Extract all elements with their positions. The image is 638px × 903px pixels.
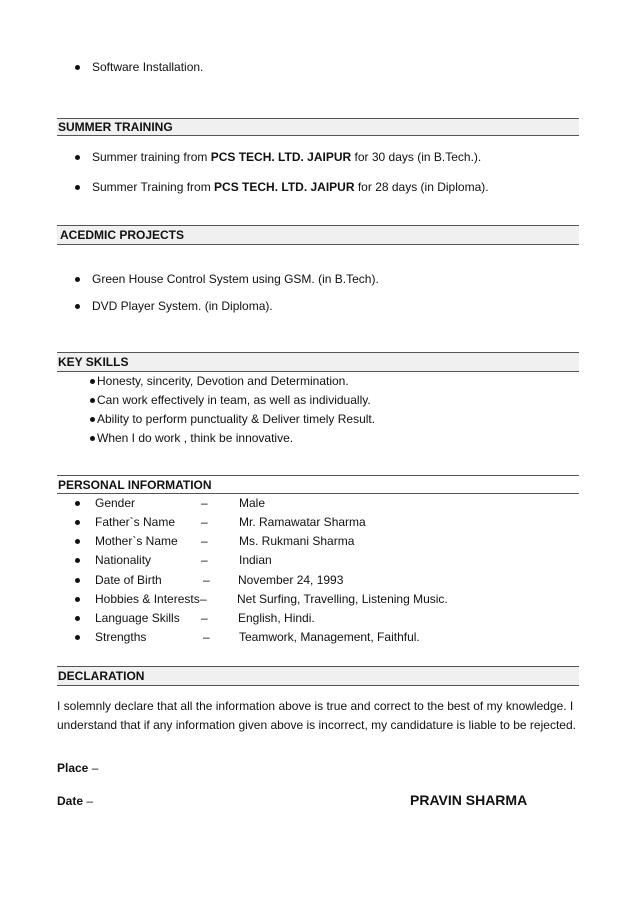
- signature-name: PRAVIN SHARMA: [410, 792, 528, 808]
- info-dash: –: [200, 592, 207, 606]
- section-heading-key-skills: KEY SKILLS: [57, 352, 579, 372]
- info-value: Mr. Ramawatar Sharma: [239, 515, 366, 529]
- list-item: Software Installation.: [92, 60, 204, 74]
- bullet-icon: [75, 616, 80, 621]
- bullet-icon: [75, 185, 80, 190]
- bullet-icon: [90, 417, 95, 422]
- section-heading-personal-information: PERSONAL INFORMATION: [57, 475, 579, 494]
- bullet-icon: [75, 304, 80, 309]
- list-item: Can work effectively in team, as well as individually.: [97, 393, 371, 407]
- bullet-icon: [75, 635, 80, 640]
- info-value: Net Surfing, Travelling, Listening Music.: [237, 592, 448, 606]
- section-heading-declaration: DECLARATION: [57, 666, 579, 686]
- info-value: English, Hindi.: [238, 611, 315, 625]
- list-item: DVD Player System. (in Diploma).: [92, 299, 273, 313]
- info-value: Teamwork, Management, Faithful.: [239, 630, 420, 644]
- bullet-icon: [75, 277, 80, 282]
- bullet-icon: [75, 597, 80, 602]
- info-label: Mother`s Name: [95, 534, 178, 548]
- bullet-icon: [75, 578, 80, 583]
- declaration-text: I solemnly declare that all the information above is true and correct to the best of my knowledge. I understand that if any information given above is incorrect, my candidature is liable to be rejected.: [57, 699, 576, 732]
- info-dash: –: [201, 553, 208, 567]
- info-label: Language Skills: [95, 611, 180, 625]
- section-heading-academic-projects: ACEDMIC PROJECTS: [57, 225, 579, 245]
- info-label: Hobbies & Interests: [95, 592, 200, 606]
- info-label: Father`s Name: [95, 515, 176, 529]
- bullet-icon: [75, 558, 80, 563]
- info-label: Strengths: [95, 630, 147, 644]
- list-item: Ability to perform punctuality & Deliver timely Result.: [97, 412, 376, 426]
- bullet-icon: [75, 539, 80, 544]
- info-dash: –: [201, 515, 208, 529]
- bullet-icon: [75, 520, 80, 525]
- list-item: Green House Control System using GSM. (in B.Tech).: [92, 272, 379, 286]
- section-heading-summer-training: SUMMER TRAINING: [57, 118, 579, 136]
- list-item: Summer Training from PCS TECH. LTD. JAIPUR for 28 days (in Diploma).: [92, 180, 489, 194]
- info-dash: –: [203, 630, 210, 644]
- info-value: Ms. Rukmani Sharma: [239, 534, 355, 548]
- bullet-icon: [75, 501, 80, 506]
- info-dash: –: [201, 496, 208, 510]
- info-label: Nationality: [95, 553, 152, 567]
- info-dash: –: [201, 534, 208, 548]
- info-dash: –: [201, 611, 208, 625]
- bullet-icon: [90, 436, 95, 441]
- bullet-icon: [90, 379, 95, 384]
- place-line: Place –: [57, 761, 99, 775]
- date-line: Date –: [57, 794, 94, 808]
- bullet-icon: [75, 155, 80, 160]
- list-item: When I do work , think be innovative.: [97, 431, 294, 445]
- info-label: Date of Birth: [95, 573, 162, 587]
- info-value: Male: [239, 496, 266, 510]
- list-item: Summer training from PCS TECH. LTD. JAIPUR for 30 days (in B.Tech.).: [92, 150, 482, 164]
- bullet-icon: [75, 65, 80, 70]
- info-value: November 24, 1993: [238, 573, 344, 587]
- info-dash: –: [203, 573, 210, 587]
- info-label: Gender: [95, 496, 136, 510]
- bullet-icon: [90, 398, 95, 403]
- list-item: Honesty, sincerity, Devotion and Determination.: [97, 374, 349, 388]
- info-value: Indian: [239, 553, 272, 567]
